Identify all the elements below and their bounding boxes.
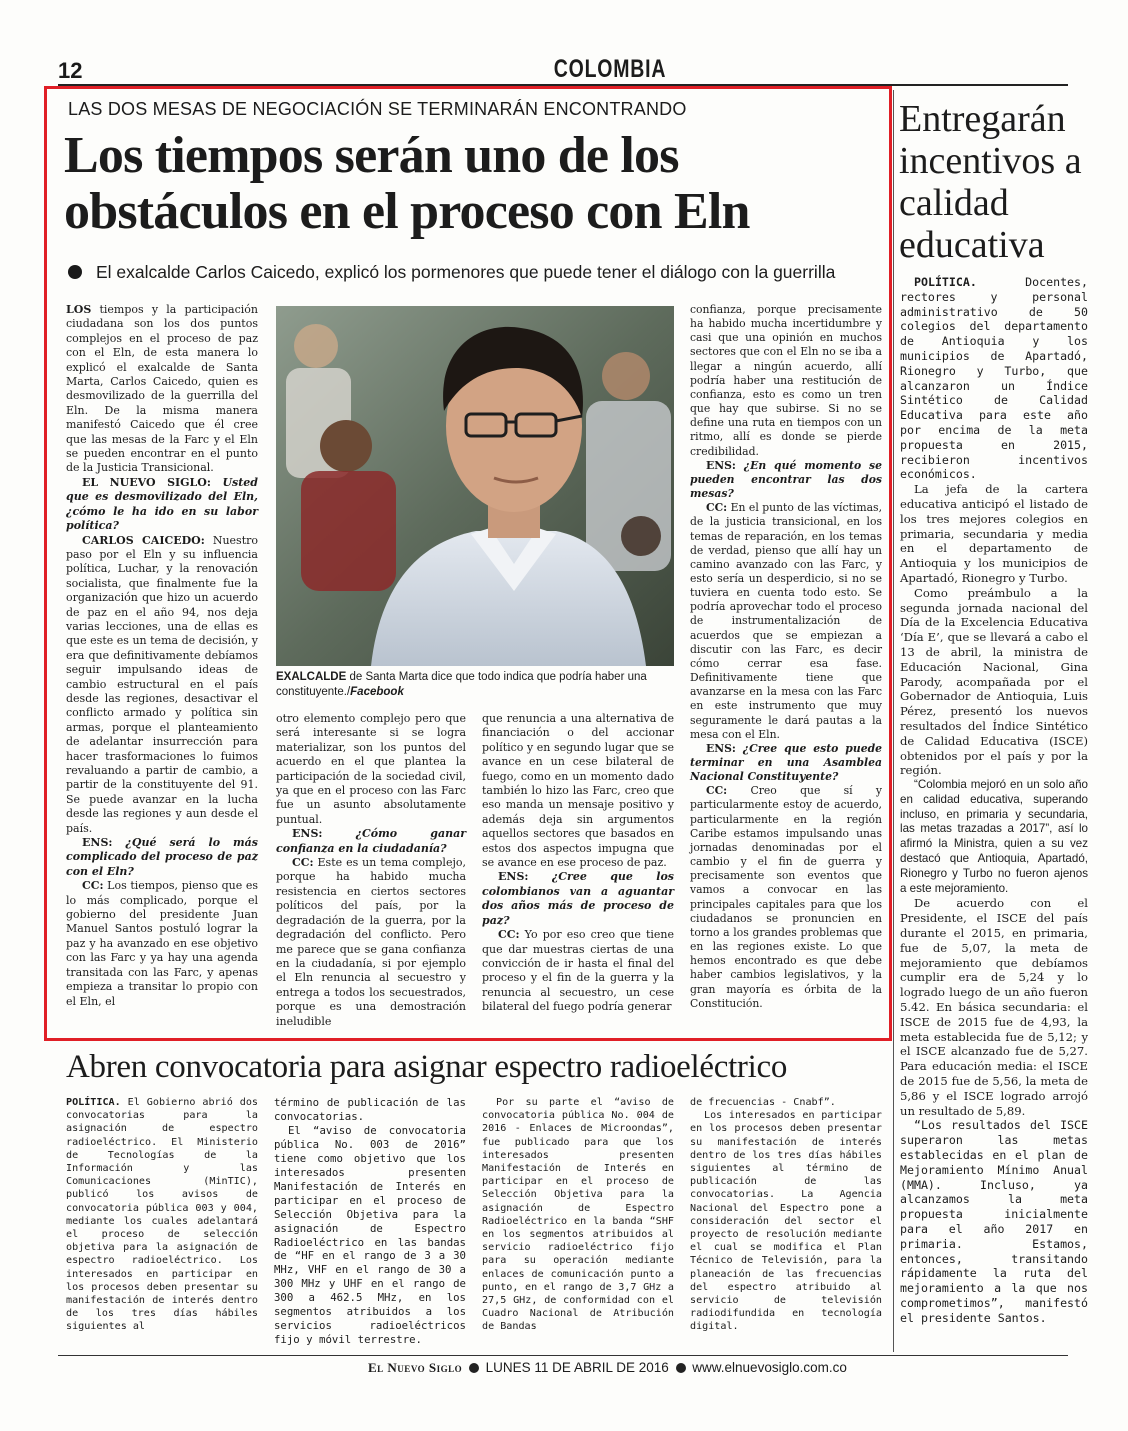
- paragraph-text: tiempos y la participación ciudadana son los dos puntos complejos en el proceso de paz con el Eln, de esta manera lo explicó el exalcalde de Santa Marta, Carlos Caicedo, quien es desmovilizado de la guerrilla del Eln. De la misma manera manifestó Caicedo que él cree que las mesas de la Farc y el Eln se pueden encontrar en el punto de la Justicia Transicional.: [66, 303, 258, 475]
- paragraph-lead: POLÍTICA.: [914, 275, 977, 289]
- paragraph: [690, 742, 882, 784]
- photo-credit: Facebook: [350, 686, 404, 698]
- paragraph: [482, 870, 674, 928]
- paragraph: [482, 928, 674, 1014]
- paragraph-text: En el punto de las víctimas, de la justicia transicional, en los temas de reparación, en los temas de verdad, pienso que allí hay un camino avanzado con las Farc, y esto sería un desperdicio, si no se tuviera en cuenta todo esto. Se podría aprovechar todo el proceso de instrumentalización de acuerdos que se empiezan a discutir con las Farc, es decir cómo cerrar esa fase. Definitivamente tiene que avanzarse en la mesa con las Farc en este instrumento que muy seguramente le dará pautas a la mesa con el Eln.: [690, 501, 882, 741]
- paragraph-text: Creo que sí y particularmente estoy de acuerdo, particularmente en la región Caribe estamos impulsando unas jornadas denominadas por el cambio y el fin de guerra y precisamente son eventos que vamos a convocar en las principales capitales para que los ciudadanos se pronuncien en torno a los grandes problemas que en las regiones existe. Lo que hemos encontrado es que debe haber cambios legislativos, y la gran mayoría es órbita de la Constitución.: [690, 784, 882, 1010]
- paragraph-text: El “aviso de convocatoria pública No. 003 de 2016” tiene como objetivo que los interesados presenten Manifestación de Interés en participar en el proceso de Selección Objetiva para la asignación de Espectro Radioeléctrico en las bandas de “HF en el rango de 3 a 30 MHz, VHF en el rango de 30 a 300 MHz y UHF en el rango de 300 a 462.5 MHz, en los segmentos atribuidos a los servicios radioeléctricos fijo y móvil terrestre.: [274, 1123, 466, 1347]
- paragraph: [900, 896, 1088, 1118]
- paragraph-text: “Colombia mejoró en un solo año en calidad educativa, superando incluso, en primaria y secundaria, las metas trazadas a 2017”, así lo afirmó la Ministra, quien a su vez destacó que Antioquia, Apartadó, Rionegro y Turbo no fueron ajenos a este mejoramiento.: [900, 778, 1088, 895]
- paragraph-lead: CARLOS CAICEDO:: [82, 533, 205, 547]
- page-footer: [368, 1360, 847, 1376]
- article-headline: Los tiempos serán uno de los obstáculos en el proceso con Eln: [64, 127, 750, 240]
- paragraph: [900, 482, 1088, 586]
- caption-text: de Santa Marta dice que todo indica que podría haber una constituyente./: [276, 671, 647, 698]
- second-article-column-4: [690, 1096, 882, 1334]
- paragraph-lead: ENS:: [706, 458, 736, 472]
- paragraph-text: Como preámbulo a la segunda jornada nacional del Día de la Excelencia Educativa ‘Día E’, que se llevará a cabo el 13 de abril, la ministra de Educación Nacional, Gina Parody, acompañada por el Gobernador de Antioquia, Luis Pérez, presentó los nuevos resultados del Índice Sintético de Calidad Educativa (ISCE) obtenidos por el país y por la región.: [900, 585, 1088, 778]
- footer-rule: [58, 1355, 1068, 1356]
- paragraph-text: confianza, porque precisamente ha habido mucha incertidumbre y casi que una opinión en muchos sectores que con el Eln no se iba a llegar a ningún acuerdo, allí podría haber una restitución de confianza, esto es como un tren que hay que subirse. Si no se define una ruta en tiempos con un ritmo, allí es donde se pierde credibilidad.: [690, 303, 882, 458]
- paragraph: [690, 459, 882, 501]
- article-column-4: [690, 303, 882, 1011]
- paragraph-text: de frecuencias - Cnabf”.: [690, 1097, 836, 1108]
- paragraph-lead: CC:: [498, 928, 520, 942]
- interview-question: ¿En qué momento se pueden encontrar las dos mesas?: [690, 458, 882, 501]
- article-photo: [276, 306, 674, 666]
- second-article-column-2: [274, 1096, 466, 1347]
- paragraph: [900, 1118, 1088, 1325]
- paragraph-lead: ENS:: [82, 836, 113, 850]
- portrait-image: [276, 306, 674, 666]
- paragraph-lead: CC:: [82, 879, 104, 893]
- paragraph: [66, 476, 258, 534]
- paragraph-text: que renuncia a una alternativa de financiación o del accionar político y en segundo lugar que se avance en un cese bilateral de fuego, como en un momento dado también lo hizo las Farc, creo que eso manda un mensaje positivo y además deja sin argumentos aquellos sectores que basados en estos dos aspectos impugna que se avance en ese proceso de paz.: [482, 712, 674, 870]
- footer-brand: El Nuevo Siglo: [368, 1360, 463, 1375]
- paragraph-text: Este es un tema complejo, porque ha habido mucha resistencia en ciertos sectores políticos del país, por la degradación de la guerra, por la degradación del conflicto. Pero me parece que se gana confianza en la ciudadanía, si por ejemplo el Eln renuncia al secuestro y entrega a todos los secuestrados, porque es una demostración ineludible: [276, 856, 466, 1028]
- paragraph-text: otro elemento complejo pero que será interesante si se logra materializar, son los puntos del acuerdo en el que plantea la participación de la sociedad civil, ya que en el proceso con las Farc fue un asunto absolutamente puntual.: [276, 712, 466, 826]
- article-kicker: LAS DOS MESAS DE NEGOCIACIÓN SE TERMINARÁN ENCONTRANDO: [68, 99, 687, 119]
- article-column-1: [66, 303, 258, 1009]
- paragraph-lead: ENS:: [706, 741, 736, 755]
- interview-question: ¿Qué será lo más complicado del proceso de paz con el Eln?: [66, 836, 258, 878]
- paragraph: [66, 1096, 258, 1334]
- bullet-icon: [469, 1363, 479, 1373]
- bullet-icon: [68, 265, 82, 279]
- paragraph-text: Los tiempos, pienso que es lo más complicado, porque el gobierno del presidente Juan Manuel Santos postuló lograr la paz y ha avanzado en ese objetivo con las Farc y ya hay una agenda transitada con las Farc, y apenas empieza a transitar lo propio con el Eln, el: [66, 879, 258, 1008]
- second-article-column-1: [66, 1096, 258, 1334]
- interview-question: ¿Cree que esto puede terminar en una Asamblea Nacional Constituyente?: [690, 741, 882, 784]
- paragraph-lead: CC:: [706, 501, 728, 515]
- paragraph: [66, 879, 258, 1009]
- bullet-icon: [676, 1363, 686, 1373]
- paragraph: [276, 712, 466, 827]
- paragraph-lead: CC:: [706, 784, 728, 798]
- paragraph-text: La jefa de la cartera educativa anticipó el listado de los tres mejores colegios en primaria, secundaria y media en el departamento de Antioquia y los municipios de Apartadó, Rionegro y Turbo.: [900, 482, 1088, 585]
- paragraph-text: Docentes, rectores y personal administrativo de 50 colegios del departamento de Antioquia y los municipios de Apartadó, Rionegro y Turbo, que alcanzaron un Índice Sintético de Calidad Educativa para este año por encima de la meta propuesta en 2015, recibieron incentivos económicos.: [900, 275, 1088, 482]
- paragraph-lead: CC:: [292, 856, 314, 870]
- paragraph-lead: LOS: [66, 303, 92, 316]
- sidebar-headline: Entregarán incentivos a calidad educativa: [899, 98, 1082, 266]
- second-article-headline: Abren convocatoria para asignar espectro radioeléctrico: [66, 1049, 788, 1085]
- paragraph-lead: POLÍTICA.: [66, 1097, 121, 1108]
- footer-date: LUNES 11 DE ABRIL DE 2016: [485, 1360, 669, 1375]
- paragraph: [482, 712, 674, 870]
- paragraph-text: Yo por eso creo que tiene que dar muestras ciertas de una convicción de ir hasta el final del proceso y el fin de la guerra y la renuncia al secuestro, un cese bilateral del fuego podría generar: [482, 928, 674, 1014]
- paragraph-text: Por su parte el “aviso de convocatoria pública No. 004 de 2016 - Enlaces de Microondas”, fue publicado para que los interesados presenten Manifestación de Interés en participar en el proceso de Selección Objetiva para la asignación de Espectro Radioeléctrico en la banda “SHF en los segmentos atribuidos al servicio radioeléctrico fijo para su operación mediante enlaces de comunicación punto a punto, en el rango de 3,7 GHz a 27,5 GHz, de conformidad con el Cuadro Nacional de Atribución de Bandas: [482, 1097, 674, 1333]
- interview-question: Usted que es desmovilizado del Eln, ¿cómo le ha ido en su labor política?: [66, 475, 258, 533]
- paragraph-lead: ENS:: [498, 870, 529, 884]
- paragraph: [274, 1096, 466, 1124]
- paragraph-text: Los interesados en participar en los procesos deben presentar su manifestación de interés dentro de los tres días hábiles siguientes al término de publicación de las convocatorias. La Agencia Nacional del Espectro pone a consideración del sector el proyecto de resolución mediante el cual se modifica el Plan Técnico de Televisión, para la planeación de las frecuencias del espectro atribuido al servicio de televisión radiodifundida en tecnología digital.: [690, 1110, 882, 1333]
- photo-caption: [276, 670, 674, 700]
- paragraph-text: De acuerdo con el Presidente, el ISCE del país durante el 2015, en primaria, fue de 5,07, la meta de mejoramiento que debíamos cumplir era de 5,24 y lo logrado luego de un año fueron 5.42. En básica secundaria: el ISCE de 2015 fue de 4,93, la meta establecida fue de 5,12; y el ISCE alcanzado fue de 5,27. Para educación media: el ISCE de 2015 fue de 5,56, la meta de 5,86 y el ISCE logrado arrojó un resultado de 5,89.: [900, 896, 1088, 1118]
- paragraph: [482, 1096, 674, 1334]
- footer-url[interactable]: www.elnuevosiglo.com.co: [692, 1360, 847, 1375]
- paragraph: [66, 303, 258, 476]
- paragraph: [690, 1109, 882, 1333]
- sidebar-rule: [893, 90, 894, 1352]
- page-number: 12: [58, 58, 83, 83]
- caption-lead: EXALCALDE: [276, 671, 347, 683]
- article-column-2: [276, 712, 466, 1029]
- paragraph: [690, 303, 882, 459]
- interview-question: ¿Cree que los colombianos van a aguantar dos años más de proceso de paz?: [482, 870, 674, 927]
- paragraph: [274, 1124, 466, 1347]
- article-subhead: [68, 262, 888, 283]
- section-title: COLOMBIA: [553, 55, 667, 83]
- paragraph-text: “Los resultados del ISCE superaron las metas establecidas en el plan de Mejoramiento Mínimo Anual (MMA). Incluso, ya alcanzamos la meta propuesta inicialmente para el año 2017 en primaria. Estamos, entonces, transitando rápidamente la ruta del mejoramiento a la que nos comprometimos”, manifestó el presidente Santos.: [900, 1118, 1088, 1325]
- paragraph-text: Nuestro paso por el Eln y su influencia política, Luchar, y la renovación socialista, que finalmente fue la organización que hizo un acuerdo de paz en el año 94, nos deja varias lecciones, una de ellas es que este es un tema de decisión, y era que definitivamente debíamos seguir impulsando ideas de cambio estructural en el país desde las regiones, desactivar el conflicto armado y política sin armas, porque el planteamiento de adelantar insurrección para hacer trasformaciones lo fuimos revaluando a partir de cambio, a partir de la constituyente del 91. Se puede avanzar en la lucha desde las regiones y aun desde el país.: [66, 533, 258, 835]
- paragraph: [690, 1096, 882, 1109]
- paragraph: [900, 586, 1088, 778]
- paragraph-text: El Gobierno abrió dos convocatorias para la asignación de espectro radioeléctrico. El Ministerio de Tecnologías de la Información y las Comunicaciones (MinTIC), publicó los avisos de convocatoria pública 003 y 004, mediante los cuales adelantará el proceso de selección objetiva para la asignación de espectro radioeléctrico. Los interesados en participar en los procesos deben presentar su manifestación de interés dentro de los tres días hábiles siguientes al: [66, 1097, 258, 1333]
- paragraph: [276, 827, 466, 856]
- interview-question: ¿Cómo ganar confianza en la ciudadanía?: [276, 827, 466, 855]
- paragraph: [900, 275, 1088, 482]
- article-subhead-text: El exalcalde Carlos Caicedo, explicó los pormenores que puede tener el diálogo con la guerrilla: [96, 262, 836, 282]
- paragraph: [66, 836, 258, 879]
- paragraph-lead: EL NUEVO SIGLO:: [82, 475, 211, 489]
- paragraph: [276, 856, 466, 1029]
- second-article-column-3: [482, 1096, 674, 1334]
- paragraph: [900, 778, 1088, 896]
- paragraph-text: término de publicación de las convocatorias.: [274, 1096, 466, 1123]
- paragraph: [66, 534, 258, 837]
- sidebar-body: [900, 275, 1088, 1326]
- paragraph: [690, 784, 882, 1011]
- article-column-3: [482, 712, 674, 1015]
- paragraph-lead: ENS:: [292, 827, 323, 841]
- paragraph: [690, 501, 882, 742]
